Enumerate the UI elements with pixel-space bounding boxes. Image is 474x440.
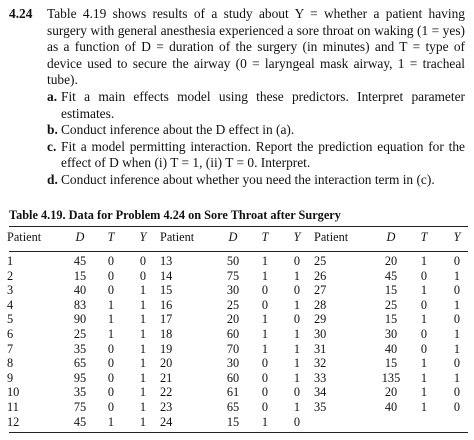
table-cell-type: 1 (261, 414, 269, 429)
table-cell-duration: 45 (384, 268, 398, 283)
part-text: Conduct inference about the D effect in (a). (61, 122, 295, 138)
column-header-outcome: Y (453, 230, 461, 244)
table-cell-patient: 9 (7, 370, 14, 385)
column-header-duration: D (386, 230, 396, 244)
column-header-patient: Patient (314, 230, 349, 244)
table-cell-outcome: 0 (453, 400, 461, 414)
table-cell-outcome: 1 (293, 341, 301, 356)
table-cell-patient: 16 (160, 297, 173, 312)
table-cell-outcome: 1 (139, 414, 147, 429)
table-cell-type: 0 (261, 297, 269, 312)
table-cell-duration: 30 (226, 356, 240, 371)
table-cell-duration: 61 (226, 385, 240, 400)
table-cell-type: 1 (107, 297, 115, 312)
table-cell-outcome: 1 (139, 370, 147, 385)
table-cell-duration: 90 (73, 312, 87, 327)
table-cell-duration: 15 (384, 312, 398, 327)
table-bottom-rule (9, 432, 468, 433)
table-cell-duration: 50 (226, 254, 240, 268)
table-cell-patient: 12 (7, 414, 20, 429)
table-cell-patient: 35 (314, 400, 327, 414)
table-cell-type: 1 (261, 254, 269, 268)
table-cell-patient: 31 (314, 341, 327, 356)
table-cell-type: 1 (261, 327, 269, 341)
table-cell-duration: 65 (73, 356, 87, 371)
column-header-type: T (261, 230, 269, 244)
table-cell-outcome: 1 (453, 297, 461, 312)
table-cell-type: 1 (420, 283, 428, 298)
table-cell-duration: 15 (73, 268, 87, 283)
table-cell-type: 1 (107, 327, 115, 341)
table-cell-type: 0 (107, 370, 115, 385)
table-cell-duration: 45 (73, 414, 87, 429)
table-cell-patient: 11 (7, 400, 19, 414)
table-cell-patient: 17 (160, 312, 173, 327)
table-top-rule (9, 226, 468, 227)
part-d (47, 172, 465, 189)
table-cell-outcome: 0 (293, 312, 301, 327)
table-cell-patient: 6 (7, 327, 14, 341)
table-cell-outcome: 1 (139, 400, 147, 414)
table-cell-duration: 35 (73, 341, 87, 356)
table-cell-outcome: 0 (293, 385, 301, 400)
table-cell-outcome: 0 (293, 414, 301, 429)
table-cell-outcome: 1 (293, 400, 301, 414)
problem-intro (47, 6, 465, 89)
table-cell-type: 0 (261, 356, 269, 371)
column-header-duration: D (75, 230, 85, 244)
table-cell-outcome: 0 (293, 283, 301, 298)
table-cell-patient: 28 (314, 297, 327, 312)
table-cell-outcome: 0 (139, 268, 147, 283)
table-cell-patient: 32 (314, 356, 327, 371)
column-header-outcome: Y (139, 230, 147, 244)
table-cell-outcome: 0 (453, 283, 461, 298)
table-cell-outcome: 1 (139, 385, 147, 400)
table-cell-patient: 7 (7, 341, 14, 356)
problem-4-24 (9, 6, 465, 189)
table-cell-type: 0 (107, 341, 115, 356)
column-header-duration: D (228, 230, 238, 244)
table-cell-patient: 34 (314, 385, 327, 400)
table-cell-duration: 35 (73, 385, 87, 400)
table-cell-patient: 15 (160, 283, 173, 298)
table-cell-patient: 30 (314, 327, 327, 341)
part-text: Fit a model permitting interaction. Report the prediction equation for the effect of D when (i) T = 1, (ii) T = 0. Interpret. (61, 138, 465, 171)
table-cell-outcome: 1 (453, 370, 461, 385)
problem-parts (9, 89, 465, 189)
table-cell-type: 1 (420, 312, 428, 327)
table-cell-duration: 75 (73, 400, 87, 414)
table-cell-duration: 135 (381, 370, 401, 385)
table-cell-patient: 19 (160, 341, 173, 356)
table-cell-patient: 14 (160, 268, 173, 283)
table-cell-patient: 33 (314, 370, 327, 385)
table-cell-outcome: 1 (293, 370, 301, 385)
part-label: d. (47, 171, 58, 187)
table-cell-outcome: 0 (453, 356, 461, 371)
table-cell-outcome: 0 (453, 254, 461, 268)
table-cell-type: 0 (420, 341, 428, 356)
table-cell-patient: 1 (7, 254, 14, 268)
table-cell-duration: 15 (384, 356, 398, 371)
table-cell-duration: 15 (384, 283, 398, 298)
part-text: Fit a main effects model using these predictors. Interpret parameter estimates. (61, 88, 465, 121)
table-cell-type: 1 (261, 268, 269, 283)
table-cell-patient: 25 (314, 254, 327, 268)
table-cell-outcome: 1 (293, 327, 301, 341)
column-header-outcome: Y (293, 230, 301, 244)
table-cell-patient: 2 (7, 268, 14, 283)
table-cell-type: 1 (420, 356, 428, 371)
table-cell-outcome: 1 (453, 327, 461, 341)
table-cell-duration: 40 (384, 400, 398, 414)
table-cell-patient: 26 (314, 268, 327, 283)
table-cell-duration: 45 (73, 254, 87, 268)
table-cell-type: 1 (420, 370, 428, 385)
table-cell-duration: 20 (226, 312, 240, 327)
table-cell-type: 1 (420, 400, 428, 414)
part-b (47, 122, 465, 139)
table-cell-patient: 18 (160, 327, 173, 341)
table-cell-outcome: 1 (139, 312, 147, 327)
table-cell-outcome: 1 (139, 297, 147, 312)
column-header-type: T (107, 230, 115, 244)
part-text: Conduct inference about whether you need the interaction term in (c). (61, 171, 435, 187)
table-cell-duration: 20 (384, 254, 398, 268)
table-cell-duration: 25 (73, 327, 87, 341)
table-cell-patient: 5 (7, 312, 14, 327)
table-cell-duration: 25 (226, 297, 240, 312)
table-cell-outcome: 1 (293, 356, 301, 371)
table-cell-duration: 65 (226, 400, 240, 414)
table-cell-outcome: 1 (453, 268, 461, 283)
table-cell-type: 1 (107, 414, 115, 429)
table-cell-outcome: 1 (453, 341, 461, 356)
table-cell-duration: 60 (226, 327, 240, 341)
table-cell-outcome: 1 (293, 297, 301, 312)
table-cell-type: 0 (107, 385, 115, 400)
table-cell-type: 0 (107, 254, 115, 268)
table-cell-outcome: 0 (453, 312, 461, 327)
table-cell-outcome: 0 (293, 254, 301, 268)
table-cell-patient: 20 (160, 356, 173, 371)
table-cell-patient: 23 (160, 400, 173, 414)
table-cell-patient: 8 (7, 356, 14, 371)
table-cell-duration: 40 (384, 341, 398, 356)
table-cell-duration: 95 (73, 370, 87, 385)
table-cell-type: 0 (261, 370, 269, 385)
table-cell-patient: 29 (314, 312, 327, 327)
table-cell-patient: 4 (7, 297, 14, 312)
table-cell-type: 0 (420, 297, 428, 312)
table-cell-type: 1 (420, 254, 428, 268)
table-cell-patient: 24 (160, 414, 173, 429)
intro-line: Table 4.19 shows results of a study about Y = whether a patient having surgery (47, 6, 465, 38)
table-cell-outcome: 0 (139, 254, 147, 268)
table-header-rule (9, 251, 468, 252)
table-cell-outcome: 1 (139, 283, 147, 298)
table-cell-type: 1 (261, 341, 269, 356)
table-cell-type: 1 (420, 385, 428, 400)
part-label: a. (47, 88, 58, 104)
problem-number: 4.24 (9, 6, 33, 21)
table-cell-outcome: 1 (139, 356, 147, 371)
table-cell-type: 1 (107, 312, 115, 327)
table-cell-type: 0 (261, 283, 269, 298)
part-c (47, 139, 465, 172)
part-a (47, 89, 465, 122)
table-cell-duration: 40 (73, 283, 87, 298)
table-cell-type: 0 (261, 400, 269, 414)
table-cell-duration: 60 (226, 370, 240, 385)
part-label: c. (47, 138, 57, 154)
part-label: b. (47, 122, 58, 138)
table-cell-patient: 13 (160, 254, 173, 268)
table-cell-outcome: 0 (453, 385, 461, 400)
table-cell-patient: 10 (7, 385, 20, 400)
intro-line: function of D = duration of the surgery (in minutes) and T = type of device (47, 39, 465, 71)
table-cell-type: 1 (261, 312, 269, 327)
table-cell-outcome: 1 (139, 341, 147, 356)
column-header-patient: Patient (160, 230, 195, 244)
table-cell-type: 0 (261, 385, 269, 400)
table-cell-duration: 30 (384, 327, 398, 341)
table-cell-duration: 30 (226, 283, 240, 298)
table-cell-patient: 22 (160, 385, 173, 400)
table-cell-duration: 75 (226, 268, 240, 283)
intro-line: with general anesthesia experienced a sore throat on waking (1 = yes) as a (47, 22, 465, 55)
table-cell-type: 0 (420, 268, 428, 283)
table-cell-type: 0 (107, 356, 115, 371)
table-cell-patient: 21 (160, 370, 173, 385)
table-cell-type: 0 (107, 400, 115, 414)
table-caption: Table 4.19. Data for Problem 4.24 on Sore Throat after Surgery (9, 208, 341, 222)
table-cell-duration: 70 (226, 341, 240, 356)
intro-line: used to secure the airway (0 = laryngeal mask airway, 1 = tracheal tube). (47, 55, 465, 88)
table-cell-duration: 25 (384, 297, 398, 312)
table-cell-duration: 15 (226, 414, 240, 429)
table-cell-patient: 3 (7, 283, 14, 298)
table-cell-type: 0 (107, 283, 115, 298)
table-cell-patient: 27 (314, 283, 327, 298)
table-cell-type: 0 (420, 327, 428, 341)
table-cell-type: 0 (107, 268, 115, 283)
table-cell-duration: 83 (73, 297, 87, 312)
column-header-type: T (420, 230, 428, 244)
table-cell-outcome: 1 (139, 327, 147, 341)
table-cell-duration: 20 (384, 385, 398, 400)
column-header-patient: Patient (7, 230, 42, 244)
table-cell-outcome: 1 (293, 268, 301, 283)
